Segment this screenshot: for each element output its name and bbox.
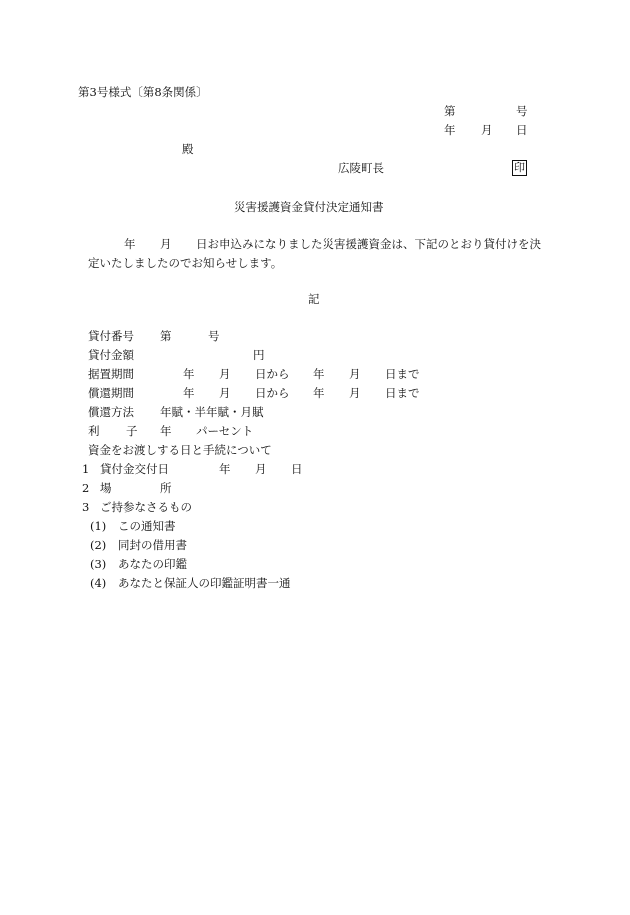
deferment-month-2: 月	[349, 367, 361, 381]
belonging-3-number: (3)	[90, 557, 107, 571]
seal-icon: 印	[514, 161, 525, 174]
repayment-year-1: 年	[183, 386, 195, 400]
loan-amount-label: 貸付金額	[88, 348, 134, 362]
date-day: 日	[516, 123, 528, 137]
belonging-4-text: あなたと保証人の印鑑証明書一通	[118, 576, 291, 590]
sub-item-3-number: 3	[82, 500, 90, 514]
ki-marker: 記	[308, 292, 320, 306]
deferment-year-2: 年	[313, 367, 325, 381]
interest-label-1: 利	[88, 424, 100, 438]
body-year: 年	[124, 237, 136, 251]
belonging-1-text: この通知書	[118, 519, 176, 533]
loan-number-label: 貸付番号	[88, 329, 134, 343]
document-number-prefix: 第	[444, 104, 456, 118]
date-month: 月	[481, 123, 493, 137]
handover-intro: 資金をお渡しする日と手続について	[88, 443, 272, 457]
place-label-2: 所	[160, 481, 172, 495]
loan-amount-unit: 円	[253, 348, 265, 362]
deferment-year-1: 年	[183, 367, 195, 381]
sub-item-1-number: 1	[82, 462, 90, 476]
disbursement-year: 年	[219, 462, 231, 476]
document-title: 災害援護資金貸付決定通知書	[234, 200, 384, 214]
repayment-day-1: 日から	[255, 386, 290, 400]
deferment-label: 据置期間	[88, 367, 134, 381]
date-year: 年	[444, 123, 456, 137]
repayment-method-label: 償還方法	[88, 405, 134, 419]
repayment-period-label: 償還期間	[88, 386, 134, 400]
belonging-3-text: あなたの印鑑	[118, 557, 187, 571]
belonging-1-number: (1)	[90, 519, 107, 533]
interest-percent: パーセント	[196, 424, 254, 438]
loan-number-suffix: 号	[208, 329, 220, 343]
repayment-month-1: 月	[219, 386, 231, 400]
deferment-day-2: 日まで	[385, 367, 420, 381]
repayment-method-value: 年賦・半年賦・月賦	[160, 405, 264, 419]
issuer-name: 広陵町長	[338, 161, 384, 175]
addressee-suffix: 殿	[182, 142, 194, 156]
seal-mark	[512, 159, 527, 176]
loan-number-prefix: 第	[160, 329, 172, 343]
disbursement-month: 月	[255, 462, 267, 476]
deferment-day-1: 日から	[255, 367, 290, 381]
belonging-2-text: 同封の借用書	[118, 538, 187, 552]
interest-year: 年	[160, 424, 172, 438]
repayment-day-2: 日まで	[385, 386, 420, 400]
repayment-year-2: 年	[313, 386, 325, 400]
deferment-month-1: 月	[219, 367, 231, 381]
body-month: 月	[160, 237, 172, 251]
document-number-suffix: 号	[516, 104, 528, 118]
belonging-4-number: (4)	[90, 576, 107, 590]
body-line2: 定いたしましたのでお知らせします。	[88, 256, 283, 270]
interest-label-2: 子	[126, 424, 138, 438]
repayment-month-2: 月	[349, 386, 361, 400]
disbursement-day: 日	[291, 462, 303, 476]
belongings-label: ご持参なさるもの	[100, 500, 192, 514]
sub-item-2-number: 2	[82, 481, 90, 495]
body-line1-rest: 日お申込みになりました災害援護資金は、下記のとおり貸付けを決	[196, 237, 541, 251]
belonging-2-number: (2)	[90, 538, 107, 552]
place-label-1: 場	[100, 481, 112, 495]
form-number-header: 第3号様式〔第8条関係〕	[78, 85, 208, 99]
disbursement-date-label: 貸付金交付日	[100, 462, 169, 476]
